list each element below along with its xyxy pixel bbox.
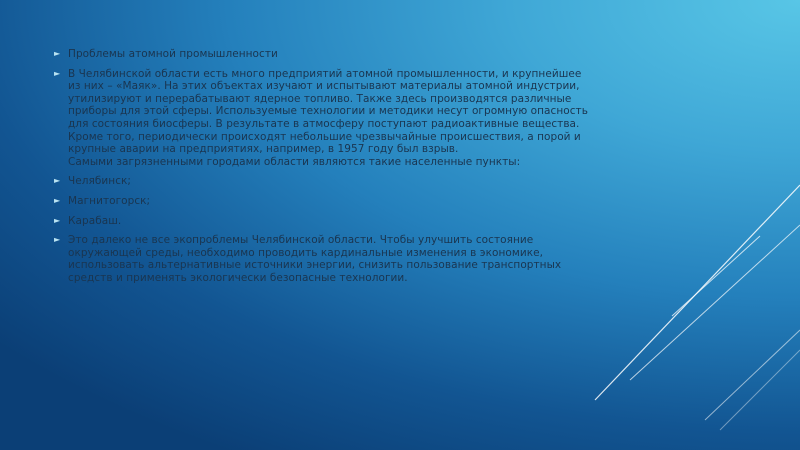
main-paragraph-text: В Челябинской области есть много предприятий атомной промышленности, и крупнейшее из них – «Маяк». На этих объектах изучают и испытывают материалы атомной индустрии, утилизируют и перерабатывают ядерное топливо. Также здесь производятся различные приборы для этой сферы. Используемые технологии и методики несут огромную опасность для состояния биосферы. В результате в атмосферу поступают радиоактивные вещества. Кроме того, периодически происходят небольшие чрезвычайные происшествия, а порой и крупные аварии на предприятиях, например, в 1957 году был взрыв.	[68, 67, 588, 156]
bullet-city-1	[54, 175, 594, 188]
bullet-arrow-icon: ►	[54, 215, 61, 225]
heading-text: Проблемы атомной промышленности	[68, 48, 278, 60]
city-text: Карабаш.	[68, 214, 122, 227]
bullet-heading	[54, 48, 594, 61]
bullet-arrow-icon: ►	[54, 235, 61, 245]
cities-intro-text: Самыми загрязненными городами области являются такие населенные пункты:	[68, 155, 521, 168]
decor-line-4	[705, 330, 800, 420]
bullet-conclusion	[54, 234, 594, 284]
bullet-main-paragraph	[54, 68, 594, 169]
bullet-city-2	[54, 195, 594, 208]
bullet-arrow-icon: ►	[54, 176, 61, 186]
bullet-arrow-icon: ►	[54, 195, 61, 205]
bullet-arrow-icon: ►	[54, 49, 61, 58]
city-text: Челябинск;	[68, 175, 132, 188]
city-text: Магнитогорск;	[68, 194, 151, 207]
decor-line-5	[720, 350, 800, 430]
bullet-city-3	[54, 215, 594, 228]
decor-line-3	[672, 236, 760, 316]
bullet-arrow-icon: ►	[54, 68, 61, 78]
decor-line-2	[630, 225, 800, 380]
bullet-list	[54, 48, 594, 292]
conclusion-text: Это далеко не все экопроблемы Челябинской области. Чтобы улучшить состояние окружающей среды, необходимо проводить кардинальные изменения в экономике, использовать альтернативные источники энергии, снизить пользование транспортных средств и применять экологически безопасные технологии.	[68, 234, 562, 284]
